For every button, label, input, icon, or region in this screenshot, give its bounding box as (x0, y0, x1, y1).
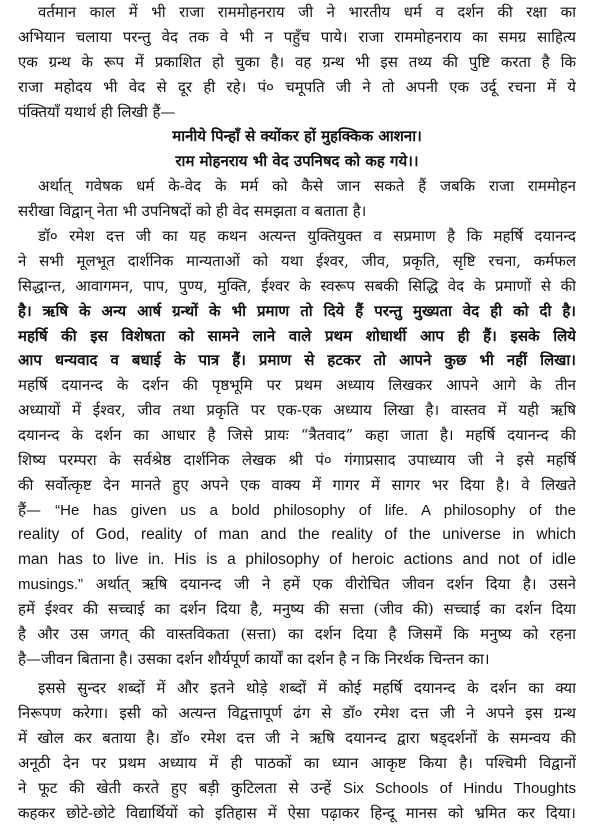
paragraph-1 (18, 0, 576, 124)
text-line: सरीखा विद्वान् नेता भी उपनिषदों को ही वेद समझता व बताता है। (18, 202, 367, 221)
text-line: सिद्धान्त, आवागमन, पाप, पुण्य, मुक्ति, ईश्वर के स्वरूप सबकी सिद्धि वेद के प्रमाणों से की (18, 276, 576, 295)
translation-start: अर्थात् ऋषि दयानन्द जी ने हमें एक वीरोचित जीवन दर्शन दिया है। उसने (83, 575, 576, 594)
couplet-line: राम मोहनराय भी वेद उपनिषद को कह गये।। (175, 152, 419, 171)
english-quote-text: “He has given us a bold philosophy of life. A philosophy of the (55, 501, 576, 519)
text-line: इससे सुन्दर शब्दों में और इतने थोड़े शब्दों में कोई महर्षि दयानन्द के दर्शन का क्या (38, 679, 576, 698)
text-line: पंक्तियाँ यथार्थ ही लिखी हैं— (18, 102, 176, 121)
text-segment: ने फूट की खेती करते हुए बड़ी कुटिलता से उन्हें (18, 778, 343, 797)
text-line: शिष्य परम्परा के सर्वश्रेष्ठ दार्शनिक लेखक श्री पं० गंगाप्रसाद उपाध्याय जी ने इसे महर्षि (18, 451, 576, 470)
couplet (18, 124, 576, 174)
text-line: अभियान चलाया परन्तु वेद तक वे भी न पहुँच पाये। राजा राममोहनराय का समग्र साहित्य (18, 27, 576, 46)
paragraph-6 (18, 676, 576, 825)
quote-lead: हैं— (18, 500, 41, 519)
text-line: अध्यायों में ईश्वर, जीव तथा प्रकृति पर एक-एक अध्याय लिखा है। वास्तव में यही ऋषि (18, 401, 576, 420)
paragraph-2 (18, 174, 576, 224)
text-line: हमें ईश्वर की सच्चाई का दर्शन दिया है, मनुष्य की सत्ता (जीव की) सच्चाई का दर्शन दिया (18, 600, 576, 619)
bold-text-line: है। ऋषि के अन्य आर्ष ग्रन्थों के भी प्रमाण तो दिये हैं परन्तु मुख्यता वेद ही को दी है। (18, 301, 576, 320)
english-term: Six Schools of Hindu Thoughts (343, 779, 576, 797)
text-line: ने सभी मूलभूत दार्शनिक मान्यताओं को यथा ईश्वर, जीव, प्रकृति, सृष्टि रचना, कर्मफल (18, 251, 576, 270)
paragraph-4 (18, 373, 576, 672)
mixed-text-line (18, 776, 576, 801)
text-line: दयानन्द के दर्शन का आधार है जिसे प्रायः “त्रैतवाद” कहा जाता है। महर्षि दयानन्द की (18, 426, 576, 445)
text-line: वर्तमान काल में भी राजा राममोहनराय जी ने भारतीय धर्म व दर्शन की रक्षा का (38, 3, 576, 21)
text-line: डॉ० रमेश दत्त जी का यह कथन अत्यन्त युक्तियुक्त व सप्रमाण है कि महर्षि दयानन्द (38, 227, 576, 246)
paragraph-3 (18, 224, 576, 373)
text-line: महर्षि दयानन्द के दर्शन की पृष्ठभूमि पर प्रथम अध्याय लिखकर आपने आगे के तीन (18, 376, 576, 395)
quote-end-line (18, 572, 576, 597)
text-line: अनूठी देन पर प्रथम अध्याय में ही पाठकों का ध्यान आकृष्ट किया है। पश्चिमी विद्वानों (18, 753, 576, 772)
text-line: की सर्वोत्कृष्ट देन मानते हुए अपने एक वाक्य में गागर में सागर भर दिया है। वे लिखते (18, 475, 576, 494)
english-quote-line: man has to live in. His is a philosophy of heroic actions and not of idle (18, 550, 576, 568)
bold-text-line: आप धन्यवाद व बधाई के पात्र हैं। प्रमाण से हटकर तो आपने कुछ भी नहीं लिखा। (18, 351, 576, 370)
text-line: है और उस जगत् की वास्तविकता (सत्ता) का दर्शन दिया है जिसमें कि मनुष्य को रहना (18, 625, 576, 644)
text-line: एक ग्रन्थ के रूप में प्रकाशित हो चुका है। वह ग्रन्थ भी इस तथ्य की पुष्टि करता है कि (18, 52, 576, 71)
text-line: अर्थात् गवेषक धर्म के-वेद के मर्म को कैसे जान सकते हैं जबकि राजा राममोहन (38, 177, 576, 196)
couplet-line: मानीये पिन्हाँ से क्योंकर हों मुहक्किक आशना। (172, 127, 422, 146)
text-line: में खोल कर बताया है। डॉ० रमेश दत्त जी ने ऋषि दयानन्द द्वारा षड्दर्शनों के समन्वय की (18, 728, 576, 747)
bold-text-line: महर्षि की इस विशेषता को सामने लाने वाले प्रथम शोधार्थी आप ही हैं। इसके लिये (18, 326, 576, 345)
english-quote-line: reality of God, reality of man and the reality of the universe in which (18, 525, 576, 543)
english-quote-end: musings.” (18, 576, 84, 594)
text-line: है—जीवन बिताना है। उसका दर्शन शौर्यपूर्ण कार्यों का दर्शन है न कि निरर्थक चिन्तन का। (18, 650, 490, 669)
text-line: राजा महोदय भी वेद से दूर ही रहे। पं० चमूपति जी ने तो अपनी एक उर्दू रचना में ये (18, 77, 576, 96)
quote-line (18, 498, 576, 523)
text-line: निरूपण करेगा। इसी को अत्यन्त विद्वत्तापूर्ण ढंग से डॉ० रमेश दत्त जी ने अपने इस ग्रन्थ (18, 703, 576, 722)
text-line: कहकर छोटे-छोटे विद्यार्थियों को इतिहास में ऐसा पढ़ाकर हिन्दू मानस को भ्रमित कर दिया। (18, 803, 576, 822)
